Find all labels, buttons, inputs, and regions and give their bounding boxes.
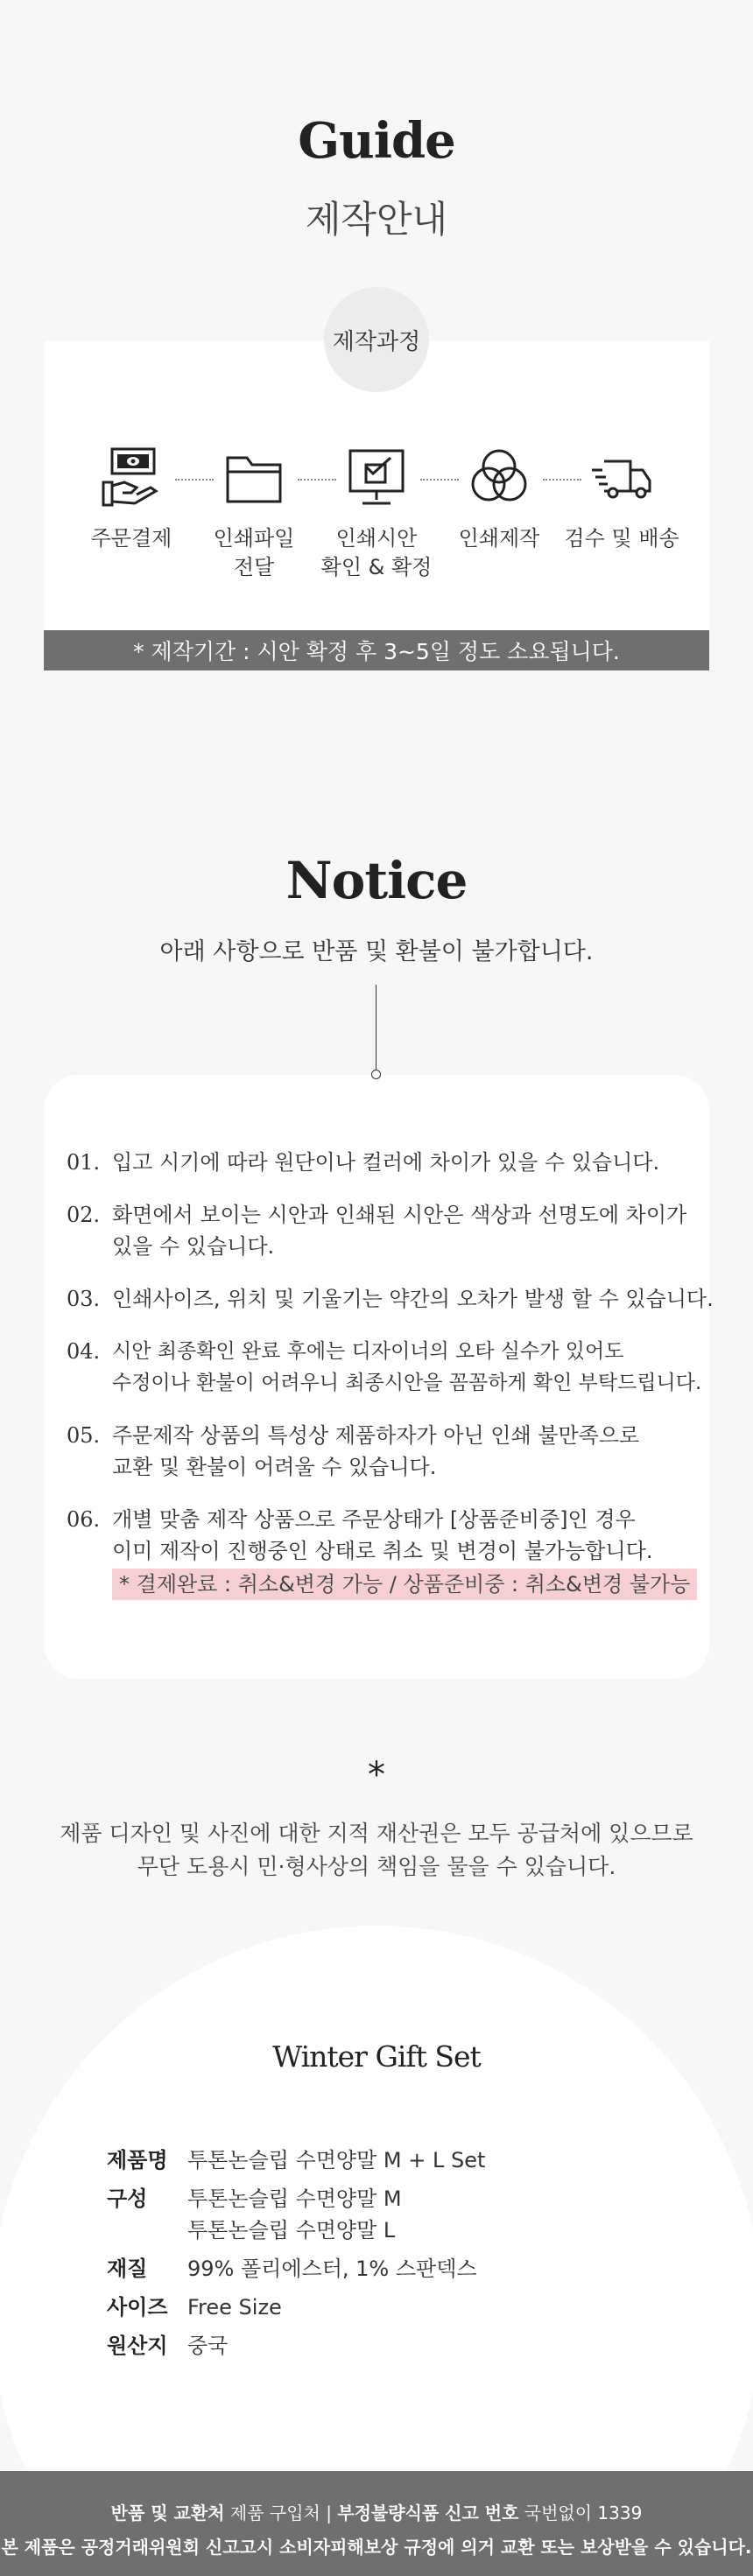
notice-title: Notice <box>285 851 468 910</box>
production-period-text: * 제작기간 : 시안 확정 후 3~5일 정도 소요됩니다. <box>133 639 620 664</box>
notice-text: 인쇄사이즈, 위치 및 기울기는 약간의 오차가 발생 할 수 있습니다. <box>112 1287 714 1311</box>
footer-return-label: 반품 및 교환처 <box>110 2502 225 2523</box>
spec-row-name <box>107 2144 667 2176</box>
notice-item <box>67 1283 714 1315</box>
spec-row-size <box>107 2292 667 2323</box>
process-label: 제작과정 <box>332 328 421 355</box>
footer-return-value: 제품 구입처 | <box>224 2502 338 2523</box>
guide-subtitle: 제작안내 <box>305 198 448 241</box>
cancellation-highlight: * 결제완료 : 취소&변경 가능 / 상품준비중 : 취소&변경 불가능 <box>112 1569 697 1600</box>
notice-text: 개별 맞춤 제작 상품으로 주문상태가 [상품준비중]인 경우 이미 제작이 진행중인 상태로 취소 및 변경이 불가능합니다. <box>112 1507 653 1563</box>
notice-text: 화면에서 보이는 시안과 인쇄된 시안은 색상과 선명도에 차이가 있을 수 있습니다. <box>112 1203 687 1259</box>
color-circles-icon <box>464 442 534 512</box>
footer-report-value: 국번없이 1339 <box>518 2502 643 2523</box>
footer-line1 <box>0 2499 753 2524</box>
spec-key: 구성 <box>107 2186 148 2211</box>
notice-item <box>67 1199 714 1262</box>
spec-value: 99% 폴리에스터, 1% 스판덱스 <box>187 2257 477 2281</box>
step-delivery <box>560 442 683 553</box>
spec-row-origin <box>107 2330 667 2362</box>
notice-number: 03. <box>67 1287 101 1311</box>
notice-number: 06. <box>67 1507 101 1532</box>
step-label: 주문결제 <box>90 526 172 551</box>
step-proof <box>315 442 438 582</box>
payment-icon <box>96 442 166 512</box>
notice-number: 04. <box>67 1339 101 1364</box>
spec-value: Free Size <box>187 2295 282 2320</box>
footer <box>0 2471 753 2576</box>
notice-subtitle: 아래 사항으로 반품 및 환불이 불가합니다. <box>159 938 594 965</box>
process-label-badge <box>324 287 429 392</box>
proof-check-icon <box>341 442 412 512</box>
notice-text: 주문제작 상품의 특성상 제품하자가 아닌 인쇄 불만족으로 교환 및 환불이 어려울 수 있습니다. <box>112 1423 640 1479</box>
footer-line2: 본 제품은 공정거래위원회 신고고시 소비자피해보상 규정에 의거 교환 또는 보상받을 수 있습니다. <box>1 2537 752 2558</box>
notice-text: 입고 시기에 따라 원단이나 컬러에 차이가 있을 수 있습니다. <box>112 1150 660 1175</box>
spec-key: 재질 <box>107 2257 148 2281</box>
product-title: Winter Gift Set <box>272 2039 481 2074</box>
spec-value: 투톤논슬립 수면양말 M + L Set <box>187 2148 486 2172</box>
notice-item <box>67 1420 714 1483</box>
production-period-bar <box>44 630 709 670</box>
step-file <box>193 442 315 582</box>
notice-item <box>67 1336 714 1399</box>
folder-icon <box>219 442 289 512</box>
step-payment <box>70 442 193 553</box>
asterisk-mark: * <box>368 1755 385 1795</box>
notice-number: 02. <box>67 1203 101 1227</box>
spec-row-composition <box>107 2183 667 2246</box>
step-print <box>438 442 560 553</box>
guide-title: Guide <box>298 112 455 170</box>
step-label: 검수 및 배송 <box>564 526 679 551</box>
notice-text: 시안 최종확인 완료 후에는 디자이너의 오타 실수가 있어도 수정이나 환불이 어려우니 최종시안을 꼼꼼하게 확인 부탁드립니다. <box>112 1340 702 1394</box>
step-label: 인쇄제작 <box>458 526 540 551</box>
step-label: 인쇄시안 확인 & 확정 <box>320 526 433 579</box>
spec-key: 원산지 <box>107 2334 168 2358</box>
delivery-truck-icon <box>587 442 657 512</box>
spec-value: 투톤논슬립 수면양말 M 투톤논슬립 수면양말 L <box>187 2186 402 2243</box>
spec-key: 사이즈 <box>107 2295 168 2320</box>
divider-dot <box>371 1070 381 1079</box>
notice-number: 01. <box>67 1150 101 1175</box>
footer-report-label: 부정불량식품 신고 번호 <box>337 2502 519 2523</box>
spec-key: 제품명 <box>107 2148 168 2172</box>
spec-value: 중국 <box>187 2334 229 2358</box>
notice-item <box>67 1504 714 1600</box>
step-label: 인쇄파일 전달 <box>213 526 295 579</box>
copyright-text: 제품 디자인 및 사진에 대한 지적 재산권은 모두 공급처에 있으므로 무단 도용시 민·형사상의 책임을 물을 수 있습니다. <box>60 1821 693 1879</box>
notice-number: 05. <box>67 1423 101 1448</box>
notice-item <box>67 1147 714 1178</box>
spec-row-material <box>107 2253 667 2285</box>
